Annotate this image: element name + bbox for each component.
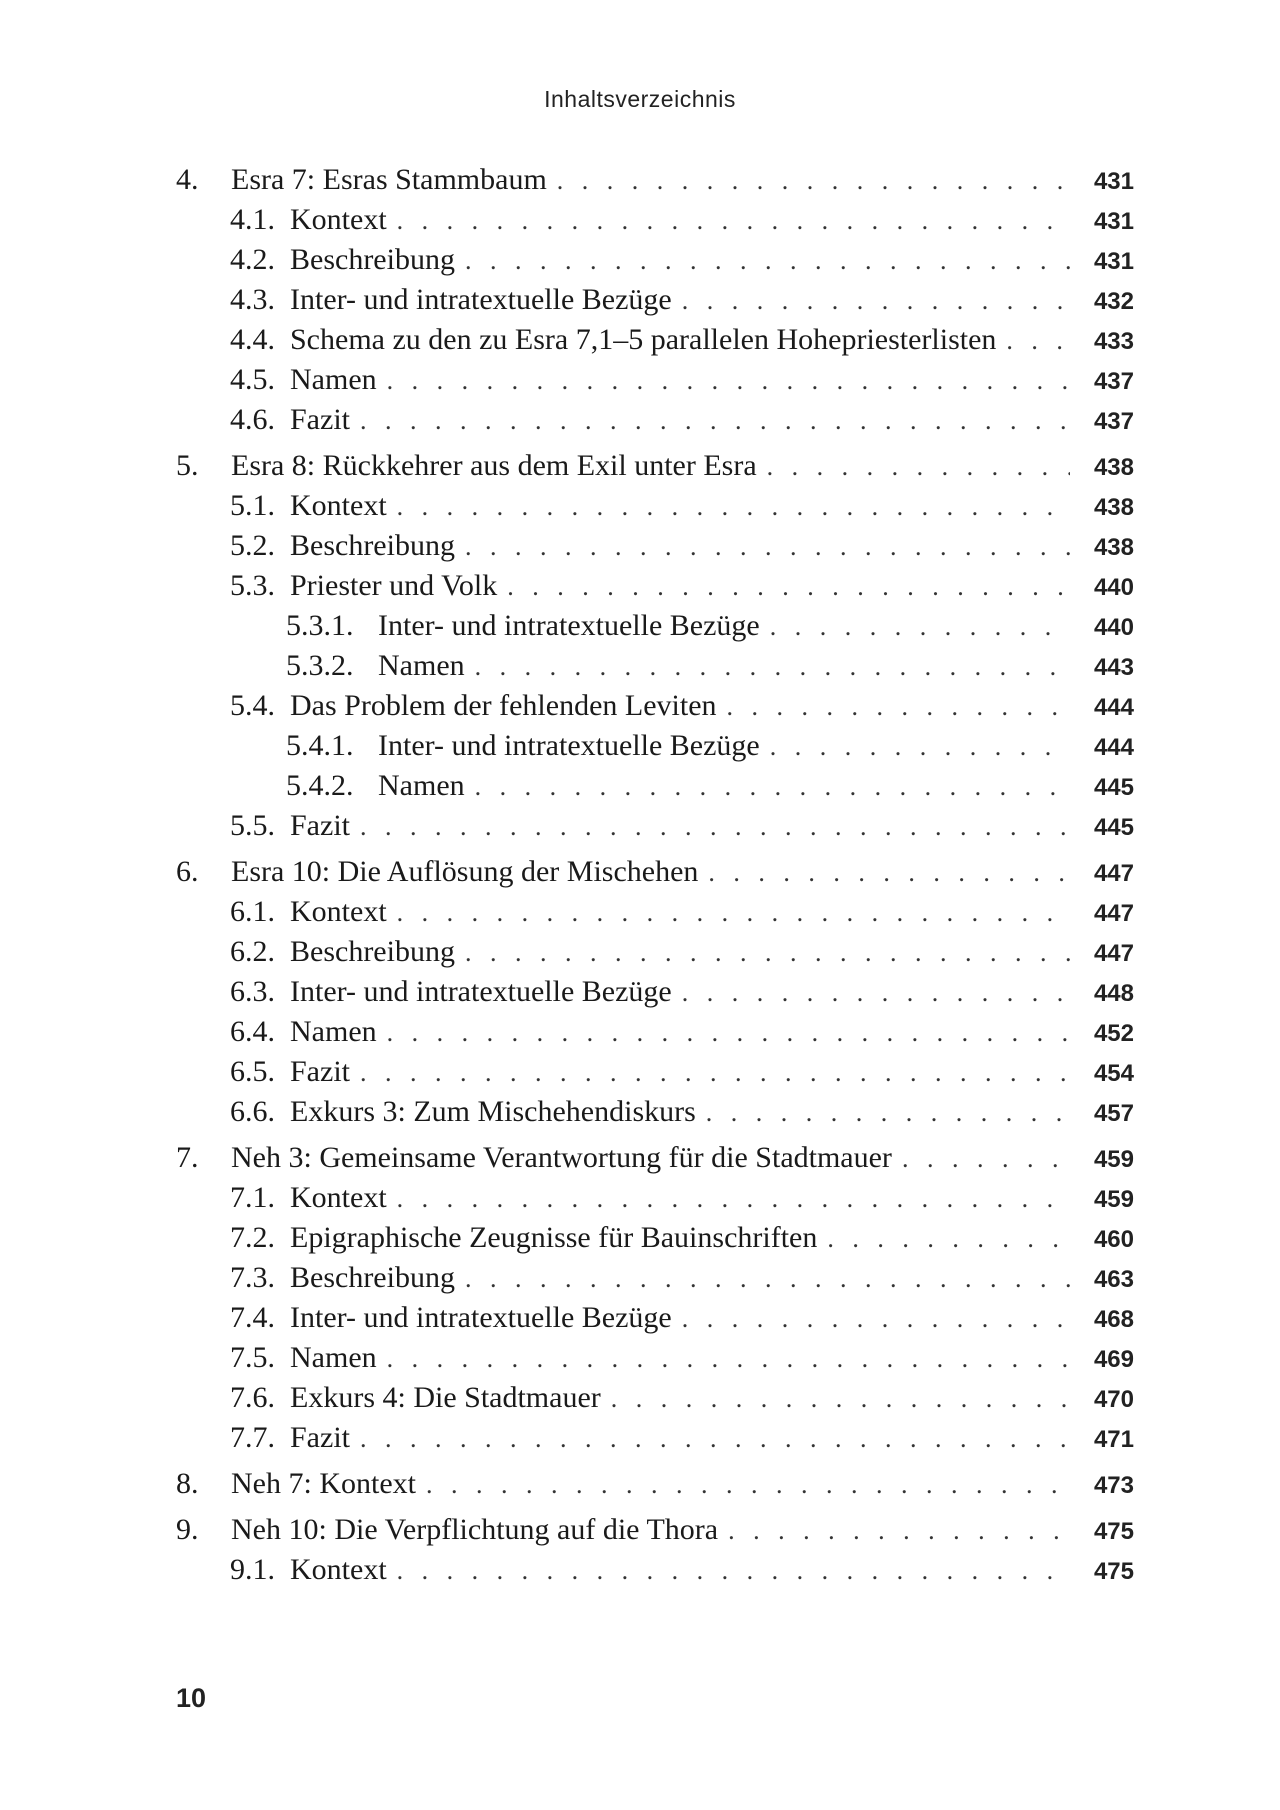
toc-entry (176, 1258, 1134, 1298)
toc-chapter-group (176, 1464, 1134, 1504)
toc-entry-title: Inter- und intratextuelle Bezüge (378, 729, 760, 762)
dot-leader (360, 807, 1070, 847)
dot-leader (708, 853, 1070, 893)
toc-entry-number: 7.5. (230, 1341, 275, 1374)
toc-entry-page: 431 (1093, 208, 1134, 235)
toc-entry (176, 280, 1134, 320)
toc-entry-page: 475 (1093, 1558, 1134, 1585)
dot-leader (770, 727, 1070, 767)
dot-leader (387, 1339, 1070, 1379)
toc-entry (176, 1338, 1134, 1378)
toc-entry-title: Epigraphische Zeugnisse für Bauinschriften (290, 1221, 818, 1254)
toc-entry-page: 440 (1093, 574, 1134, 601)
toc-entry-title: Inter- und intratextuelle Bezüge (290, 283, 672, 316)
toc-entry (176, 1012, 1134, 1052)
toc-entry (176, 1418, 1134, 1458)
toc-entry-page: 445 (1093, 814, 1134, 841)
dot-leader (465, 1259, 1070, 1299)
dot-leader (397, 893, 1070, 933)
toc-entry-number: 7.3. (230, 1261, 275, 1294)
toc-entry-page: 471 (1093, 1426, 1134, 1453)
toc-entry-number: 7.6. (230, 1381, 275, 1414)
toc-entry-number: 7.1. (230, 1181, 275, 1214)
toc-entry-page: 468 (1093, 1306, 1134, 1333)
dot-leader (387, 1013, 1070, 1053)
toc-entry-number: 4.5. (230, 363, 275, 396)
toc-entry-number: 6.4. (230, 1015, 275, 1048)
dot-leader (706, 1093, 1070, 1133)
toc-entry-page: 444 (1093, 694, 1134, 721)
toc-entry (176, 360, 1134, 400)
toc-entry-title: Kontext (290, 203, 387, 236)
toc-entry-page: 437 (1093, 368, 1134, 395)
toc-entry-page: 447 (1093, 940, 1134, 967)
dot-leader (397, 201, 1070, 241)
toc-entry-number: 5.4.1. (286, 729, 354, 762)
toc-entry-page: 469 (1093, 1346, 1134, 1373)
toc-entry-page: 438 (1093, 534, 1134, 561)
toc-entry-title: Neh 10: Die Verpflichtung auf die Thora (231, 1513, 719, 1546)
toc-entry-title: Beschreibung (290, 935, 455, 968)
toc-entry-title: Inter- und intratextuelle Bezüge (290, 975, 672, 1008)
dot-leader (682, 281, 1070, 321)
dot-leader (682, 1299, 1070, 1339)
toc-entry-title: Kontext (290, 1553, 387, 1586)
toc-entry-number: 7.7. (230, 1421, 275, 1454)
toc-entry-title: Inter- und intratextuelle Bezüge (378, 609, 760, 642)
dot-leader (465, 933, 1070, 973)
toc-entry (176, 486, 1134, 526)
toc-entry-number: 8. (176, 1467, 199, 1500)
toc-entry-title: Esra 8: Rückkehrer aus dem Exil unter Esra (231, 449, 757, 482)
dot-leader (360, 1053, 1070, 1093)
dot-leader (397, 1179, 1070, 1219)
toc-chapter-group (176, 852, 1134, 1132)
toc-entry-number: 5.2. (230, 529, 275, 562)
toc-entry (176, 526, 1134, 566)
toc-entry-number: 5. (176, 449, 199, 482)
toc-entry (176, 1298, 1134, 1338)
dot-leader (827, 1219, 1070, 1259)
toc-entry-number: 6.6. (230, 1095, 275, 1128)
toc-entry-page: 445 (1093, 774, 1134, 801)
toc-entry-page: 459 (1093, 1146, 1134, 1173)
toc-entry (176, 566, 1134, 606)
toc-entry-number: 5.3.2. (286, 649, 354, 682)
toc-entry (176, 606, 1134, 646)
toc-entry-number: 5.4.2. (286, 769, 354, 802)
toc-entry-page: 438 (1093, 454, 1134, 481)
toc-entry (176, 1464, 1134, 1504)
toc-entry-title: Namen (290, 1341, 377, 1374)
running-head: Inhaltsverzeichnis (544, 86, 736, 112)
toc-entry (176, 1178, 1134, 1218)
toc-entry-number: 4.2. (230, 243, 275, 276)
dot-leader (397, 1551, 1070, 1591)
toc-entry-title: Kontext (290, 1181, 387, 1214)
page-number: 10 (176, 1683, 207, 1713)
toc-entry-number: 7.2. (230, 1221, 275, 1254)
toc-entry-page: 431 (1093, 168, 1134, 195)
toc-entry-title: Priester und Volk (290, 569, 498, 602)
toc-entry-page: 457 (1093, 1100, 1134, 1127)
dot-leader (475, 647, 1070, 687)
toc-entry-page: 459 (1093, 1186, 1134, 1213)
toc-entry-page: 447 (1093, 900, 1134, 927)
toc-entry-page: 448 (1093, 980, 1134, 1007)
dot-leader (727, 687, 1070, 727)
toc-chapter-group (176, 160, 1134, 440)
toc-entry-number: 7. (176, 1141, 199, 1174)
toc-entry-number: 4.1. (230, 203, 275, 236)
toc-entry-page: 454 (1093, 1060, 1134, 1087)
dot-leader (728, 1511, 1070, 1551)
toc-entry-title: Schema zu den zu Esra 7,1–5 parallelen Hohepriesterlisten (290, 323, 997, 356)
toc-entry (176, 892, 1134, 932)
toc-entry (176, 400, 1134, 440)
toc-entry-page: 437 (1093, 408, 1134, 435)
dot-leader (397, 487, 1070, 527)
toc-entry-number: 5.3.1. (286, 609, 354, 642)
table-of-contents (176, 160, 1134, 1596)
toc-entry-page: 431 (1093, 248, 1134, 275)
toc-entry-page: 463 (1093, 1266, 1134, 1293)
toc-entry-page: 440 (1093, 614, 1134, 641)
toc-entry-number: 5.4. (230, 689, 275, 722)
toc-entry-title: Beschreibung (290, 243, 455, 276)
toc-entry-page: 443 (1093, 654, 1134, 681)
toc-entry-number: 4.4. (230, 323, 275, 356)
toc-entry (176, 1218, 1134, 1258)
toc-entry-number: 5.3. (230, 569, 275, 602)
toc-entry-page: 444 (1093, 734, 1134, 761)
dot-leader (767, 447, 1070, 487)
toc-entry (176, 686, 1134, 726)
toc-entry-number: 7.4. (230, 1301, 275, 1334)
toc-chapter-group (176, 1138, 1134, 1458)
toc-entry (176, 446, 1134, 486)
toc-entry-page: 447 (1093, 860, 1134, 887)
dot-leader (360, 401, 1070, 441)
toc-entry-page: 475 (1093, 1518, 1134, 1545)
toc-entry-title: Namen (290, 363, 377, 396)
toc-entry-number: 5.1. (230, 489, 275, 522)
toc-entry (176, 1550, 1134, 1590)
toc-entry-number: 6.2. (230, 935, 275, 968)
toc-entry-title: Beschreibung (290, 1261, 455, 1294)
toc-entry-page: 432 (1093, 288, 1134, 315)
toc-entry-title: Exkurs 3: Zum Mischehendiskurs (290, 1095, 696, 1128)
toc-entry (176, 646, 1134, 686)
dot-leader (611, 1379, 1070, 1419)
toc-entry (176, 320, 1134, 360)
dot-leader (682, 973, 1070, 1013)
toc-entry (176, 200, 1134, 240)
toc-entry (176, 932, 1134, 972)
toc-entry-page: 473 (1093, 1472, 1134, 1499)
toc-entry-number: 4.3. (230, 283, 275, 316)
toc-entry (176, 1052, 1134, 1092)
toc-entry-title: Das Problem der fehlenden Leviten (290, 689, 717, 722)
toc-entry-title: Esra 7: Esras Stammbaum (231, 163, 547, 196)
toc-entry-number: 4.6. (230, 403, 275, 436)
toc-entry-page: 470 (1093, 1386, 1134, 1413)
toc-entry (176, 972, 1134, 1012)
toc-entry-page: 460 (1093, 1226, 1134, 1253)
toc-entry-title: Fazit (290, 403, 350, 436)
toc-entry-page: 438 (1093, 494, 1134, 521)
toc-entry (176, 1138, 1134, 1178)
toc-entry-title: Namen (378, 649, 465, 682)
dot-leader (507, 567, 1070, 607)
toc-entry-title: Kontext (290, 895, 387, 928)
dot-leader (1006, 321, 1070, 361)
toc-entry (176, 240, 1134, 280)
toc-entry-title: Exkurs 4: Die Stadtmauer (290, 1381, 601, 1414)
dot-leader (770, 607, 1070, 647)
toc-entry-title: Beschreibung (290, 529, 455, 562)
toc-entry-page: 452 (1093, 1020, 1134, 1047)
toc-chapter-group (176, 446, 1134, 846)
toc-entry (176, 726, 1134, 766)
toc-entry-title: Esra 10: Die Auflösung der Mischehen (231, 855, 699, 888)
toc-entry-title: Neh 7: Kontext (231, 1467, 416, 1500)
toc-chapter-group (176, 1510, 1134, 1590)
toc-entry (176, 766, 1134, 806)
dot-leader (387, 361, 1070, 401)
toc-entry-number: 9.1. (230, 1553, 275, 1586)
dot-leader (465, 527, 1070, 567)
toc-entry-number: 5.5. (230, 809, 275, 842)
toc-entry-title: Kontext (290, 489, 387, 522)
toc-entry-title: Fazit (290, 809, 350, 842)
toc-entry-number: 6.1. (230, 895, 275, 928)
toc-entry-number: 9. (176, 1513, 199, 1546)
toc-entry-title: Fazit (290, 1055, 350, 1088)
toc-entry-number: 6. (176, 855, 199, 888)
toc-entry-title: Namen (378, 769, 465, 802)
toc-entry (176, 160, 1134, 200)
dot-leader (475, 767, 1070, 807)
toc-entry-number: 4. (176, 163, 199, 196)
toc-entry-title: Namen (290, 1015, 377, 1048)
dot-leader (465, 241, 1070, 281)
toc-entry-title: Inter- und intratextuelle Bezüge (290, 1301, 672, 1334)
toc-entry-number: 6.5. (230, 1055, 275, 1088)
dot-leader (902, 1139, 1070, 1179)
toc-entry-title: Fazit (290, 1421, 350, 1454)
dot-leader (557, 161, 1070, 201)
toc-entry-number: 6.3. (230, 975, 275, 1008)
toc-entry (176, 1510, 1134, 1550)
toc-entry (176, 1378, 1134, 1418)
dot-leader (360, 1419, 1070, 1459)
dot-leader (426, 1465, 1070, 1505)
toc-entry (176, 806, 1134, 846)
toc-entry (176, 1092, 1134, 1132)
toc-entry-title: Neh 3: Gemeinsame Verantwortung für die Stadtmauer (231, 1141, 892, 1174)
toc-entry-page: 433 (1093, 328, 1134, 355)
toc-entry (176, 852, 1134, 892)
